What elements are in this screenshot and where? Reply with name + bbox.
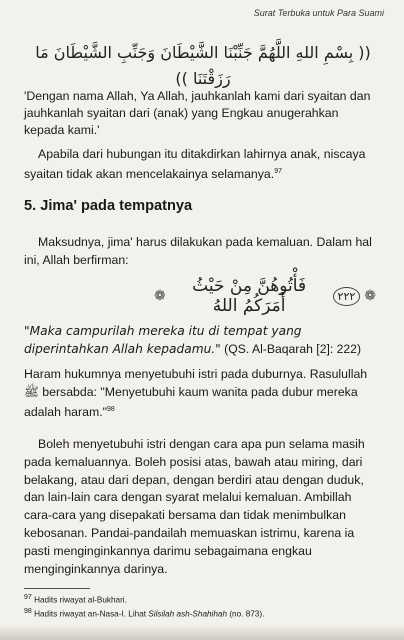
footnote-98 <box>24 606 382 620</box>
paragraph-1 <box>24 146 382 183</box>
footnote-97-text: Hadits riwayat al-Bukhari. <box>34 595 127 605</box>
footnote-98-text: Hadits riwayat an-Nasa-I. Lihat <box>34 609 149 619</box>
paragraph-4: Boleh menyetubuhi istri dengan cara apa pun selama masih pada kemaluannya. Boleh posisi atas, bawah atau miring, dari belakang, atau dari depan, dengan berdiri atau dengan duduk, dan lain-lain cara dengan syarat melalui kemaluan. Ambillah cara-cara yang disepakati bersama dan tidak menimbulkan kebosanan. Pandai-pandailah memuaskan istrimu, karena ia pasti menginginkannya darimu sebagaimana engkau menginginkannya darinya. <box>24 437 365 576</box>
prayer-translation: 'Dengan nama Allah, Ya Allah, jauhkanlah kami dari syaitan dan jauhkanlah syaitan dari (anak) yang Engkau anugerahkan kepada kami.' <box>24 89 371 137</box>
paragraph-3 <box>24 366 382 422</box>
verse-translation: "Maka campurilah mereka itu di tempat yang diperintahkan Allah kepadamu." <box>24 324 302 356</box>
footnote-98-number: 98 <box>24 607 32 615</box>
paragraph-2: Maksudnya, jima' harus dilakukan pada kemaluan. Dalam hal ini, Allah berfirman: <box>24 235 372 267</box>
footnote-98-tail: (no. 873). <box>227 609 265 619</box>
verse-translation-block <box>24 323 382 358</box>
page-bottom-edge <box>0 624 404 640</box>
verse-reference: (QS. Al-Baqarah [2]: 222) <box>220 341 362 356</box>
footnote-98-italic: Silsilah ash-Shahihah <box>148 609 228 619</box>
ornament-icon-right: ❁ <box>364 288 376 304</box>
section-heading: 5. Jima' pada tempatnya <box>24 198 193 214</box>
ornament-icon-left: ❁ <box>154 288 166 304</box>
footnote-ref-98: 98 <box>106 406 115 414</box>
footnote-97 <box>24 592 382 606</box>
verse-arabic: فَأْتُوهُنَّ مِنْ حَيْثُ أَمَرَكُمُ اللهُ <box>192 276 307 316</box>
verse-number: ٢٢٢ <box>333 287 361 306</box>
quran-verse <box>150 276 380 316</box>
paragraph-1-text: Apabila dari hubungan itu ditakdirkan lahirnya anak, niscaya syaitan tidak akan mencelakainya selamanya. <box>24 147 366 182</box>
footnote-97-number: 97 <box>24 594 32 601</box>
arabic-prayer: (( بِسْمِ اللهِ اللَّهُمَّ جَنِّبْنَا الشَّيْطَانَ وَجَنِّبِ الشَّيْطَانَ مَا رَزَقْتَنَا )) <box>35 43 371 88</box>
footnotes <box>24 592 382 619</box>
footnote-ref-97: 97 <box>274 168 282 175</box>
paragraph-3-text: Haram hukumnya menyetubuhi istri pada duburnya. Rasulullah ﷺ bersabda: "Menyetubuhi kaum wanita pada dubur mereka adalah haram." <box>24 367 368 420</box>
footnote-divider <box>24 588 90 589</box>
running-head: Surat Terbuka untuk Para Suami <box>253 8 384 18</box>
